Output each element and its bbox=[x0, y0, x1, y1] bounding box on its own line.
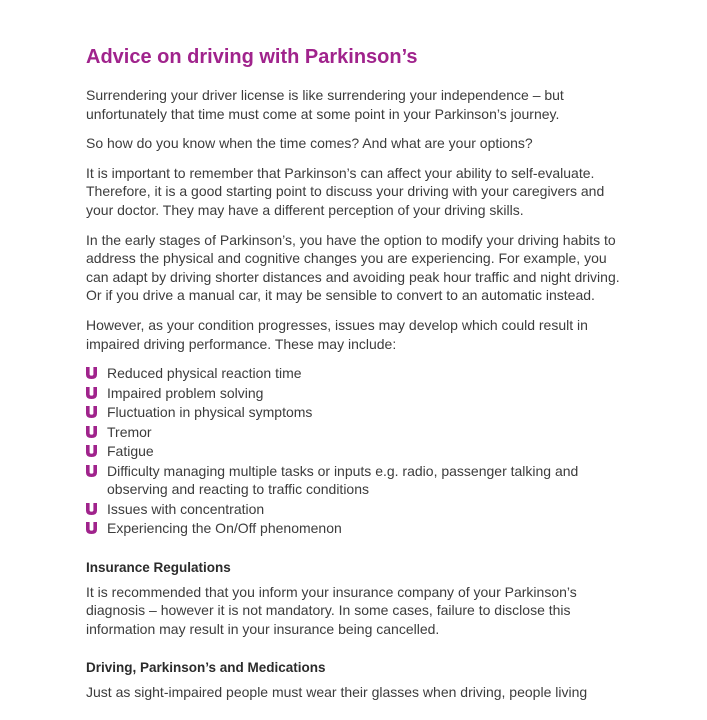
intro-paragraph-1: Surrendering your driver license is like surrendering your independence – but unfortunately that time must come at some point in your Parkinson’s journey. bbox=[86, 87, 564, 122]
insurance-heading: Insurance Regulations bbox=[86, 559, 231, 575]
list-item-text: Experiencing the On/Off phenomenon bbox=[107, 520, 342, 537]
medications-paragraph: Just as sight-impaired people must wear their glasses when driving, people living bbox=[86, 684, 588, 701]
insurance-paragraph: It is recommended that you inform your insurance company of your Parkinson’s diagnosis – however it is not mandatory. In some cases, failure to disclose this information may result in your insurance being cancelled. bbox=[86, 583, 577, 637]
list-item-text: Fatigue bbox=[107, 443, 154, 460]
list-item bbox=[86, 384, 621, 403]
intro-paragraph-5: However, as your condition progresses, issues may develop which could result in impaired driving performance. These may include: bbox=[86, 316, 588, 352]
intro-paragraph-4: In the early stages of Parkinson’s, you have the option to modify your driving habits to address the physical and cognitive changes you are experiencing. For example, you can adapt by driving shorter distances and avoiding peak hour traffic and night driving. Or if you drive a manual car, it may be sensible to convert to an automatic instead. bbox=[86, 231, 620, 304]
list-item bbox=[86, 403, 621, 422]
list-item-text: Tremor bbox=[107, 423, 152, 440]
u-shape-bullet-icon bbox=[86, 503, 97, 515]
intro-paragraph-2: So how do you know when the time comes? And what are your options? bbox=[86, 135, 533, 152]
list-item bbox=[86, 442, 621, 461]
list-item bbox=[86, 519, 621, 538]
u-shape-bullet-icon bbox=[86, 522, 97, 534]
list-item bbox=[86, 423, 621, 442]
page-title: Advice on driving with Parkinson’s bbox=[86, 46, 418, 68]
list-item-text: Difficulty managing multiple tasks or inputs e.g. radio, passenger talking and observing and reacting to traffic conditions bbox=[107, 462, 579, 498]
intro-paragraph-3: It is important to remember that Parkinson’s can affect your ability to self-evaluate. Therefore, it is a good starting point to discuss your driving with your caregivers and your doctor. They may have a different perception of your driving skills. bbox=[86, 164, 605, 218]
article-content bbox=[86, 44, 621, 713]
u-shape-bullet-icon bbox=[86, 367, 97, 379]
list-item bbox=[86, 462, 621, 499]
u-shape-bullet-icon bbox=[86, 445, 97, 457]
issues-list bbox=[86, 364, 621, 538]
list-item-text: Fluctuation in physical symptoms bbox=[107, 404, 313, 421]
list-item-text: Impaired problem solving bbox=[107, 384, 264, 401]
u-shape-bullet-icon bbox=[86, 426, 97, 438]
list-item bbox=[86, 364, 621, 383]
list-item bbox=[86, 500, 621, 519]
list-item-text: Issues with concentration bbox=[107, 500, 265, 517]
list-item-text: Reduced physical reaction time bbox=[107, 365, 302, 382]
u-shape-bullet-icon bbox=[86, 406, 97, 418]
medications-heading: Driving, Parkinson’s and Medications bbox=[86, 660, 326, 676]
u-shape-bullet-icon bbox=[86, 465, 97, 477]
u-shape-bullet-icon bbox=[86, 387, 97, 399]
